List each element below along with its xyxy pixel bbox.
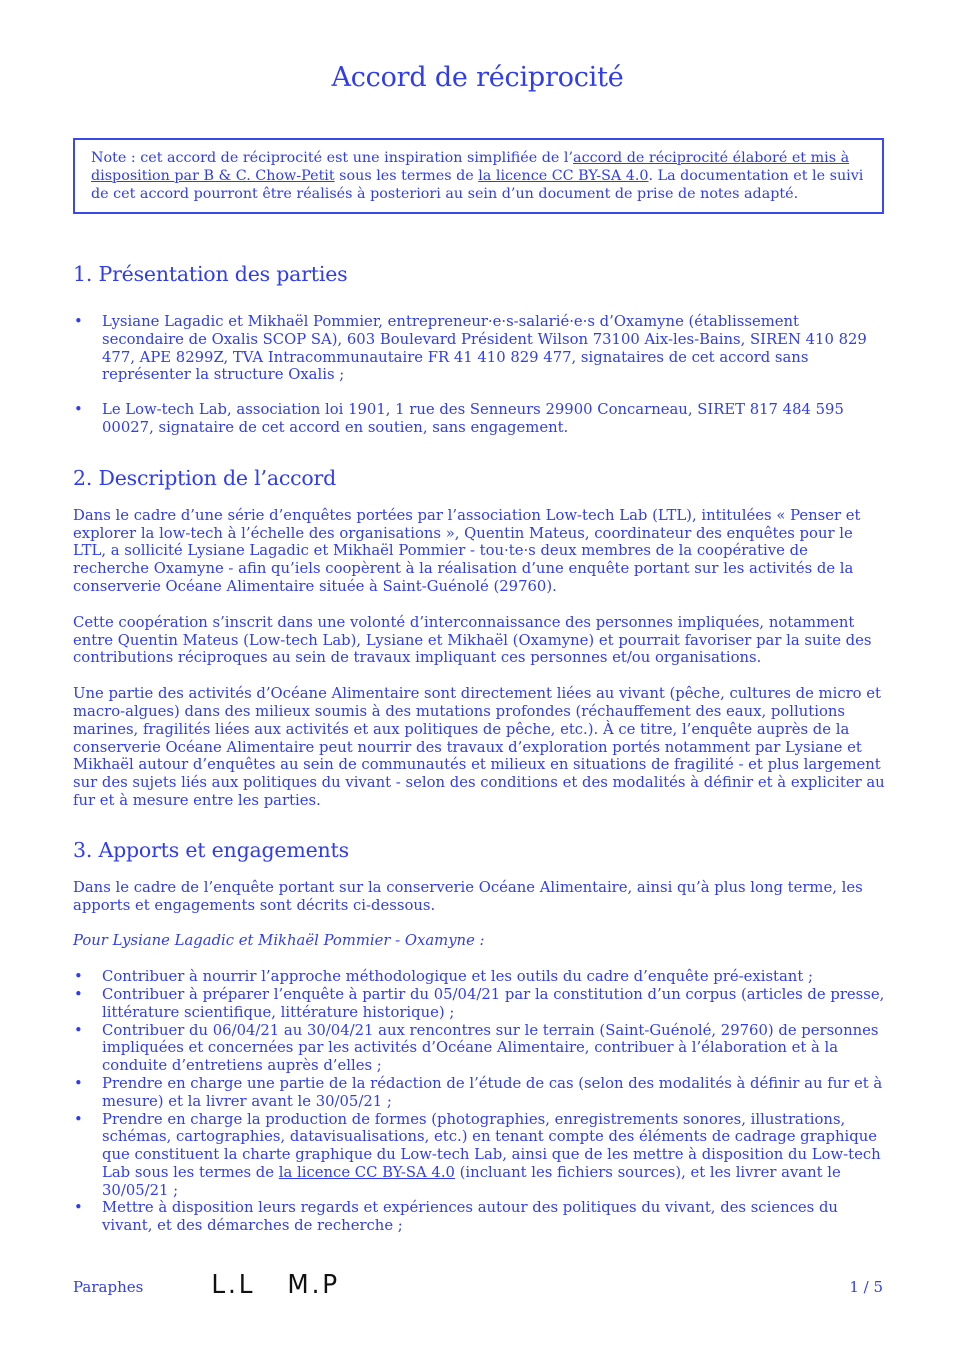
list-item [73, 1111, 885, 1200]
list-item: • Contribuer à préparer l’enquête à partir du 05/04/21 par la constitution d’un corpus (articles de presse, littérature scientifique, littérature historique) ; [73, 986, 885, 1022]
list-item: • Contribuer à nourrir l’approche méthodologique et les outils du cadre d’enquête pré-existant ; [73, 968, 885, 986]
note-link-license[interactable]: la licence CC BY-SA 4.0 [478, 168, 649, 184]
license-link[interactable]: la licence CC BY-SA 4.0 [278, 1163, 455, 1181]
list-item: • Lysiane Lagadic et Mikhaël Pommier, entrepreneur·e·s-salarié·e·s d’Oxamyne (établissement secondaire de Oxalis SCOP SA), 603 Boulevard Président Wilson 73100 Aix-les-Bains, SIREN 410 829 477, APE 8299Z, TVA Intracommunautaire FR 41 410 829 477, signataires de cet accord sans représenter la structure Oxalis ; [73, 313, 885, 384]
list-item: • Mettre à disposition leurs regards et expériences autour des politiques du vivant, des sciences du vivant, et des démarches de recherche ; [73, 1199, 885, 1235]
initials-label: Paraphes [73, 1278, 144, 1296]
note-suffix: . La documentation et le suivi de cet accord pourront être réalisés à posteriori au sein d’un document de prise de notes adapté. [91, 168, 864, 202]
document-body [73, 262, 885, 1235]
note-prefix: Note : cet accord de réciprocité est une inspiration simplifiée de l’ [91, 150, 574, 166]
note-box [73, 138, 884, 214]
section-1-heading: 1. Présentation des parties [73, 262, 348, 286]
list-item: • Le Low-tech Lab, association loi 1901, 1 rue des Senneurs 29900 Concarneau, SIRET 817 484 595 00027, signataire de cet accord en soutien, sans engagement. [73, 401, 885, 437]
paragraph: Cette coopération s’inscrit dans une volonté d’interconnaissance des personnes impliquées, notamment entre Quentin Mateus (Low-tech Lab), Lysiane et Mikhaël (Oxamyne) et pourrait favoriser par la suite des contributions réciproques au sein de travaux impliquant ces personnes et/ou organisations. [73, 613, 872, 667]
note-middle: sous les termes de [334, 168, 479, 184]
section-3-heading: 3. Apports et engagements [73, 837, 349, 862]
parties-list [73, 313, 885, 437]
document-title: Accord de réciprocité [331, 62, 624, 93]
paragraph: Dans le cadre d’une série d’enquêtes portées par l’association Low-tech Lab (LTL), intitulées « Penser et explorer la low-tech à l’échelle des organisations », Quentin Mateus, coordinateur des enquêtes pour le LTL, a sollicité Lysiane Lagadic et Mikhaël Pommier - tou·te·s deux membres de la coopérative de recherche Oxamyne - afin qu’iels coopèrent à la réalisation d’une enquête portant sur les activités de la conserverie Océane Alimentaire située à Saint-Guénolé (29760). [73, 506, 861, 595]
commitments-list [73, 968, 885, 1235]
handwritten-initials: L.L M.P [211, 1270, 341, 1300]
list-item: • Prendre en charge une partie de la rédaction de l’étude de cas (selon des modalités à définir au fur et à mesure) et la livrer avant le 30/05/21 ; [73, 1075, 885, 1111]
list-item: • Contribuer du 06/04/21 au 30/04/21 aux rencontres sur le terrain (Saint-Guénolé, 29760) de personnes impliquées et concernées par les activités d’Océane Alimentaire, contribuer à l’élaboration et à la conduite d’entretiens auprès d’elles ; [73, 1022, 885, 1075]
section-2-heading: 2. Description de l’accord [73, 465, 337, 490]
subheading-oxamyne: Pour Lysiane Lagadic et Mikhaël Pommier - Oxamyne : [73, 932, 485, 950]
paragraph: Dans le cadre de l’enquête portant sur la conserverie Océane Alimentaire, ainsi qu’à plus long terme, les apports et engagements sont décrits ci-dessous. [73, 878, 863, 914]
item-text: (incluant les fichiers sources), et les livrer avant le 30/05/21 ; [102, 1163, 841, 1199]
note-link-original-agreement[interactable]: accord de réciprocité élaboré et mis à disposition par B & C. Chow-Petit [91, 150, 850, 184]
page-number: 1 / 5 [849, 1278, 883, 1296]
item-text: Prendre en charge la production de formes (photographies, enregistrements sonores, illustrations, schémas, cartographies, datavisualisations, etc.) en tenant compte des éléments de cadrage graphique que constituent la charte graphique du Low-tech Lab, ainsi que de les mettre à disposition du Low-tech Lab sous les termes de [102, 1110, 881, 1181]
paragraph: Une partie des activités d’Océane Alimentaire sont directement liées au vivant (pêche, cultures de micro et macro-algues) dans des milieux soumis à des mutations profondes (réchauffement des eaux, pollutions marines, fragilités liées aux activités et aux politiques de pêche, etc.). À ce titre, l’enquête auprès de la conserverie Océane Alimentaire peut nourrir des travaux d’exploration portés notamment par Lysiane et Mikhaël autour d’enquêtes au sein de communautés et milieux en situations de fragilité - et plus largement sur des sujets liés aux politiques du vivant - selon des conditions et des modalités à définir et à expliciter au fur et à mesure entre les parties. [73, 685, 885, 809]
